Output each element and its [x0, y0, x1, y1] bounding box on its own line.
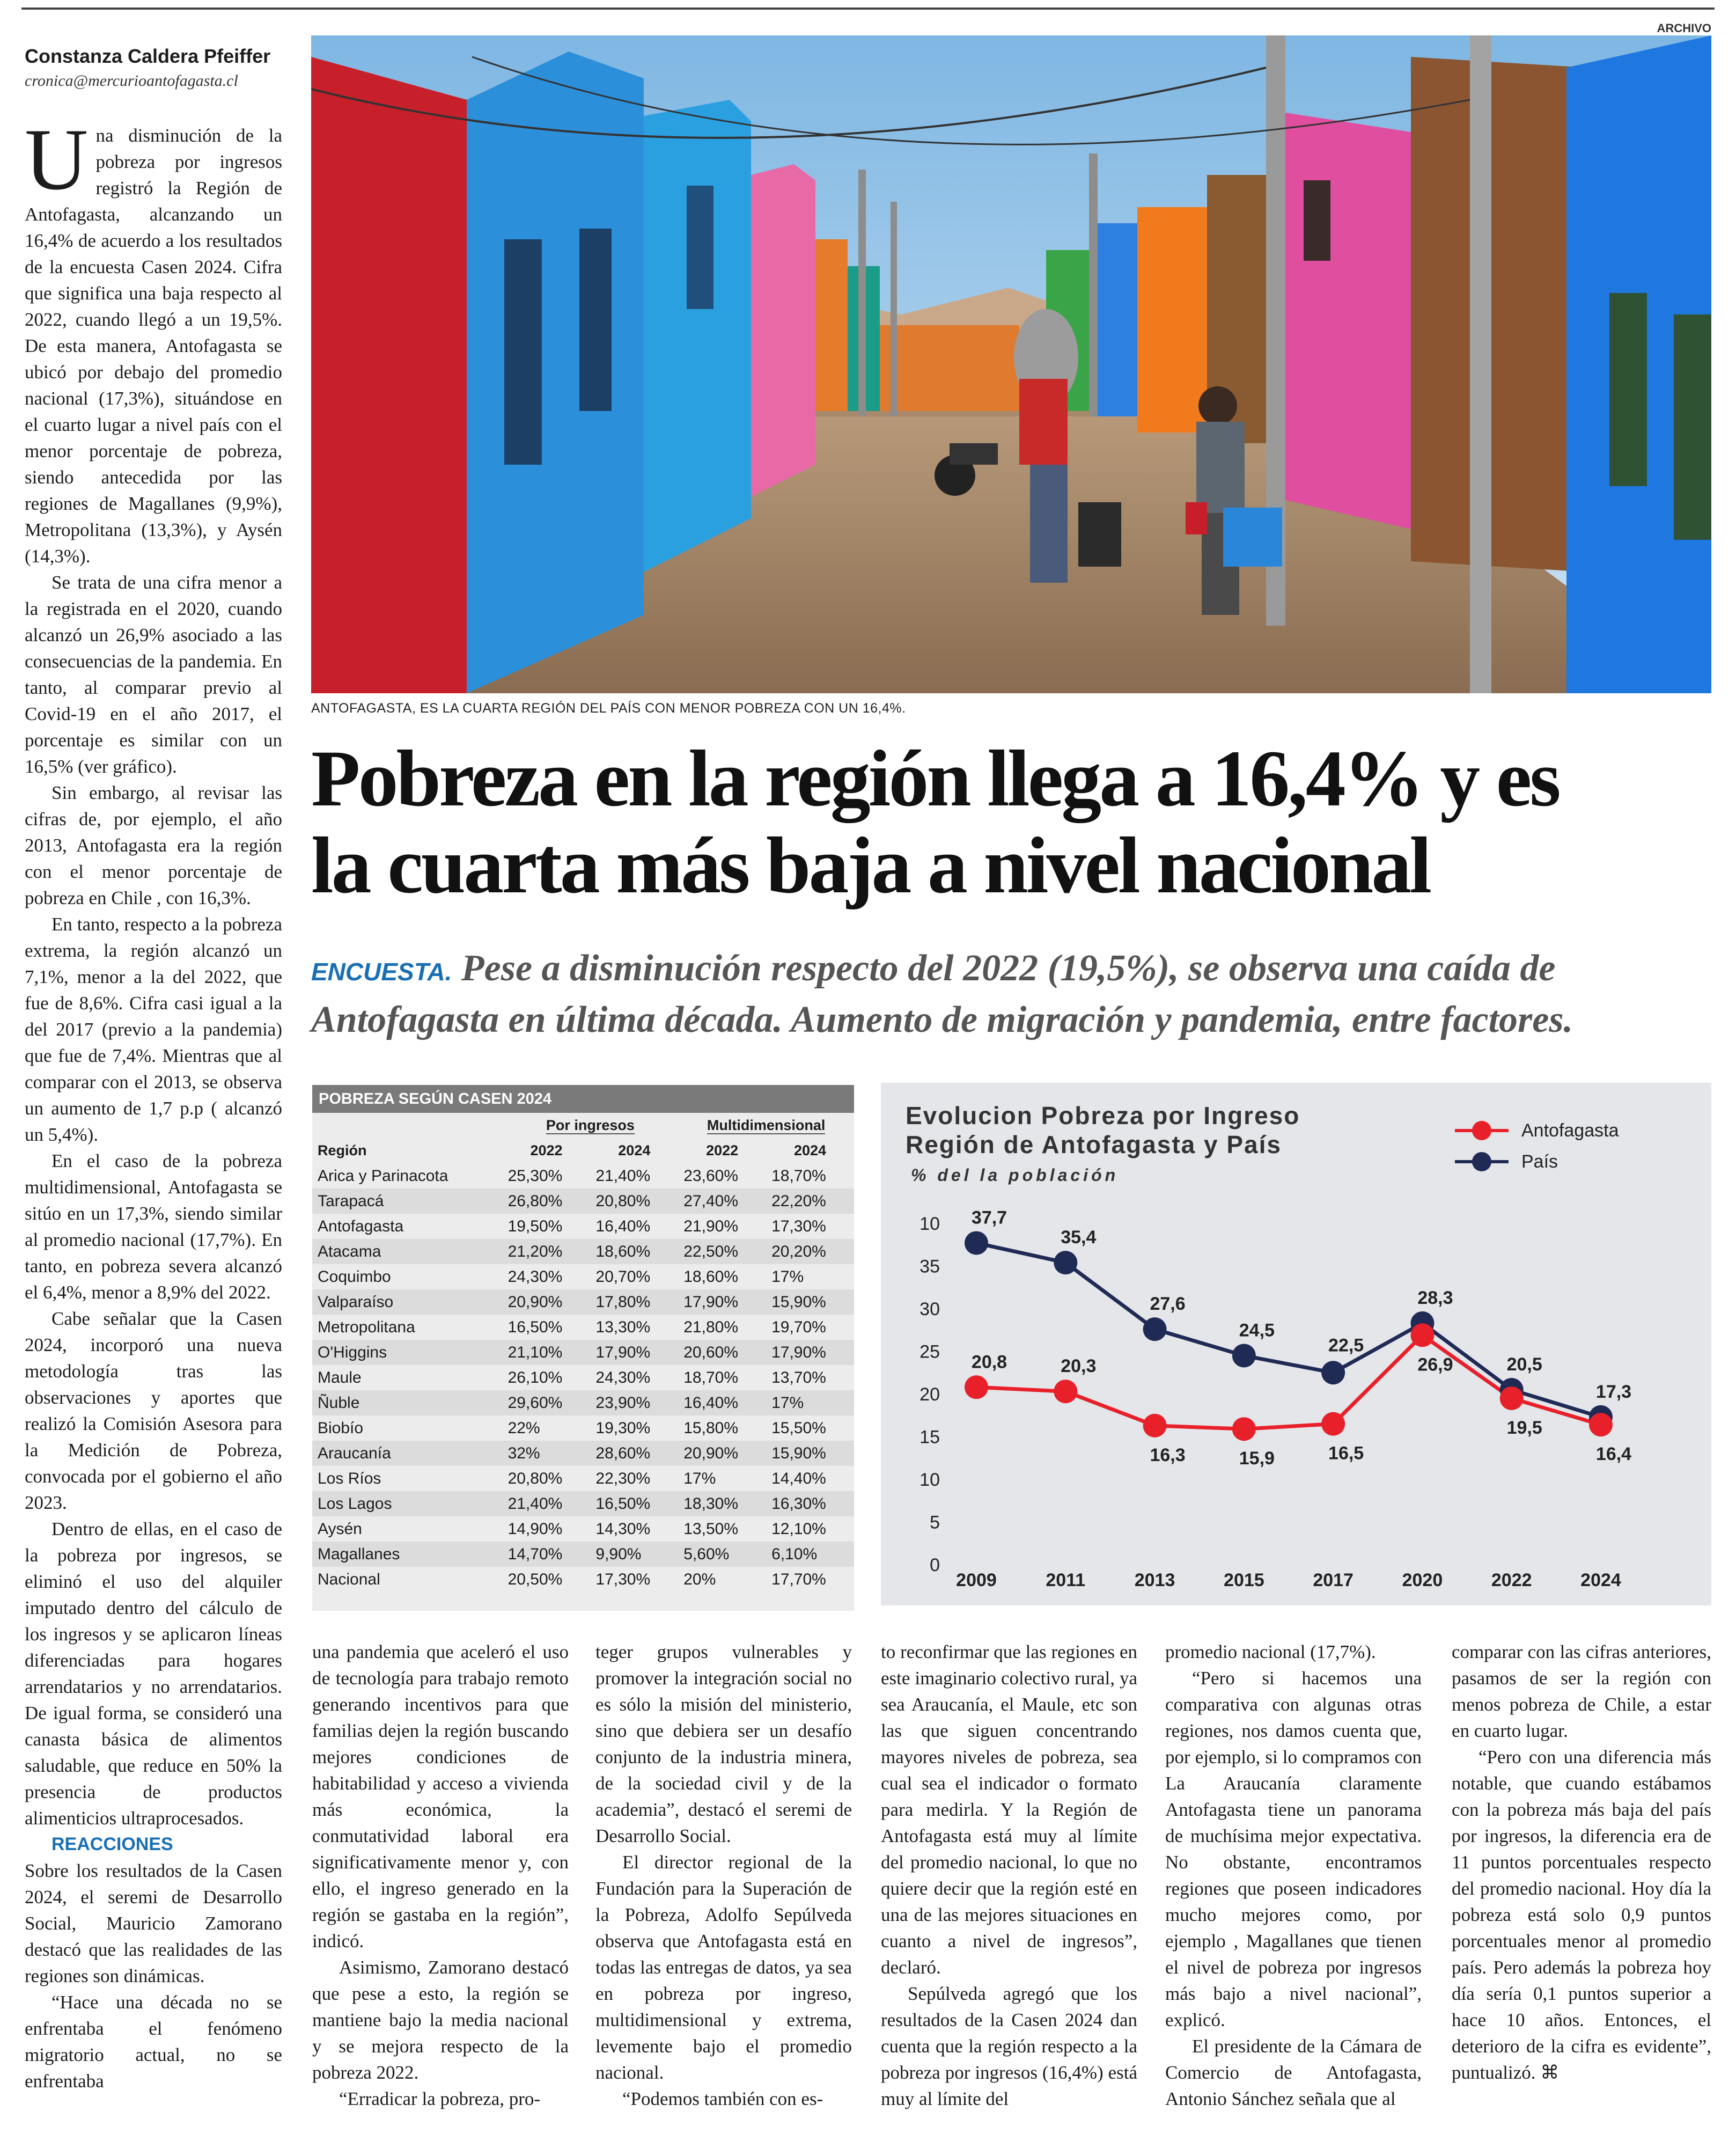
author-email: cronica@mercurioantofagasta.cl	[25, 72, 238, 90]
value-cell: 17,30%	[595, 1570, 651, 1588]
body-paragraph: “Pero si hacemos una comparativa con algunas otras regiones, nos damos cuenta que, por ejemplo, si lo compramos con La Araucanía claramente Antofagasta tiene un panorama de muchísima mejor expectativa. No obstante, encontramos regiones que poseen indicadores mucho mejores como, por ejemplo , Magallanes que tienen el nivel de pobreza por ingresos más bajo a nivel nacional”, explicó.	[1165, 1668, 1422, 2030]
value-cell: 17,90%	[590, 1340, 678, 1365]
chart-title-line-2: Región de Antofagasta y País	[906, 1131, 1282, 1158]
region-cell: Antofagasta	[318, 1217, 404, 1235]
value-cell: 15,50%	[771, 1419, 826, 1437]
value-cell: 21,10%	[503, 1340, 591, 1365]
table-row	[312, 1214, 854, 1239]
body-paragraph: to reconfirmar que las regiones en este imaginario colectivo rural, ya sea Araucanía, el Maule, etc son las que siguen concentrando mayores niveles de pobreza, sea cual sea el indicador o formato para medirla. Y la Región de Antofagasta está muy al límite del promedio nacional, lo que no quiere decir que la región esté en una de las mejores situaciones en cuanto a nivel de ingresos”, declaró.	[881, 1641, 1137, 1978]
chart-subtitle: % del la población	[911, 1165, 1119, 1185]
value-cell: 16,50%	[507, 1318, 563, 1336]
x-tick-label: 2009	[956, 1570, 997, 1590]
region-cell: Nacional	[318, 1570, 380, 1588]
value-cell: 27,40%	[678, 1189, 766, 1214]
x-tick-label: 2013	[1134, 1570, 1175, 1590]
data-label-antofagasta: 20,8	[971, 1352, 1007, 1373]
data-label-antofagasta: 19,5	[1506, 1417, 1542, 1438]
region-cell: Atacama	[312, 1239, 503, 1264]
value-cell: 18,70%	[771, 1167, 826, 1185]
author-name: Constanza Caldera Pfeiffer	[25, 45, 271, 67]
data-label-antofagasta: 26,9	[1417, 1354, 1453, 1375]
legend-label: País	[1521, 1151, 1558, 1172]
table-row	[312, 1542, 854, 1567]
bottom-column-1	[312, 1639, 569, 2127]
table-row	[312, 1466, 854, 1491]
chart-title-line-1: Evolucion Pobreza por Ingreso	[906, 1102, 1300, 1129]
value-cell: 21,90%	[683, 1217, 738, 1235]
left-column	[25, 122, 282, 2124]
data-point-pais	[965, 1231, 988, 1255]
value-cell: 23,90%	[590, 1390, 678, 1415]
data-point-pais	[1232, 1344, 1256, 1367]
value-cell: 17,70%	[771, 1570, 826, 1588]
table-row	[312, 1441, 854, 1466]
value-cell: 17,80%	[590, 1289, 678, 1315]
table-row	[312, 1415, 854, 1441]
value-cell: 16,50%	[590, 1491, 678, 1516]
value-cell: 16,40%	[678, 1390, 766, 1415]
region-cell: Aysén	[318, 1520, 362, 1538]
value-cell: 21,40%	[503, 1491, 591, 1516]
value-cell: 25,30%	[507, 1167, 563, 1185]
value-cell: 6,10%	[766, 1542, 854, 1567]
y-tick-label: 0	[930, 1555, 940, 1575]
data-point-antofagasta	[965, 1375, 988, 1399]
data-point-antofagasta	[1232, 1417, 1256, 1441]
y-tick-label: 5	[930, 1512, 940, 1533]
deck-kicker: ENCUESTA.	[311, 958, 452, 986]
data-point-pais	[1321, 1361, 1345, 1384]
bottom-column-5	[1452, 1639, 1711, 2127]
headline-line-1: Pobreza en la región llega a 16,4% y es	[311, 734, 1559, 823]
value-cell: 18,60%	[683, 1267, 738, 1286]
value-cell: 15,90%	[766, 1441, 854, 1466]
table-row	[312, 1365, 854, 1390]
value-cell: 18,70%	[683, 1368, 738, 1387]
table-row	[312, 1516, 854, 1542]
data-label-pais: 27,6	[1150, 1294, 1186, 1315]
value-cell: 15,90%	[766, 1289, 854, 1315]
value-cell: 21,20%	[503, 1239, 591, 1264]
region-cell: Maule	[318, 1368, 362, 1387]
data-label-pais: 35,4	[1061, 1227, 1097, 1248]
street-scene-image	[311, 35, 1711, 693]
value-cell: 19,50%	[507, 1217, 563, 1235]
value-cell: 13,30%	[595, 1318, 651, 1336]
value-cell: 13,70%	[771, 1368, 826, 1387]
lead-paragraph	[25, 122, 282, 569]
table-row	[312, 1315, 854, 1340]
value-cell: 17,30%	[771, 1217, 826, 1235]
region-cell: Arica y Parinacota	[318, 1167, 448, 1185]
value-cell: 26,10%	[507, 1368, 563, 1387]
value-cell: 17,90%	[766, 1340, 854, 1365]
body-paragraph: El presidente de la Cámara de Comercio de Antofagasta, Antonio Sánchez señala que al	[1165, 2036, 1422, 2109]
poverty-table	[312, 1085, 854, 1611]
body-paragraph: una pandemia que aceleró el uso de tecnología para trabajo remoto generando incentivos para que familias dejen la región buscando mejores condiciones de habitabilidad y acceso a vivienda más económica, la conmutatividad laboral era significativamente menor y, con ello, el ingreso generado en la región se gastaba en la región”, indicó.	[312, 1641, 569, 1952]
photo-credit: ARCHIVO	[1657, 21, 1711, 35]
table-body	[312, 1163, 854, 1592]
value-cell: 17,90%	[678, 1289, 766, 1315]
value-cell: 14,30%	[595, 1520, 651, 1538]
body-paragraph: “Podemos también con es-	[622, 2088, 823, 2109]
section-heading-reacciones: REACCIONES	[52, 1834, 173, 1854]
data-label-pais: 37,7	[971, 1207, 1007, 1228]
table-row	[312, 1340, 854, 1365]
legend-label: Antofagasta	[1521, 1120, 1619, 1141]
y-tick-label: 10	[920, 1214, 940, 1234]
data-point-antofagasta	[1143, 1414, 1167, 1437]
region-cell: Valparaíso	[312, 1289, 503, 1315]
column-header-year: 2024	[618, 1142, 651, 1158]
value-cell: 20,90%	[503, 1289, 591, 1315]
table-row	[312, 1239, 854, 1264]
region-cell: Ñuble	[312, 1390, 503, 1415]
x-tick-label: 2017	[1313, 1570, 1354, 1590]
value-cell: 20,80%	[507, 1469, 563, 1487]
value-cell: 20%	[683, 1570, 716, 1588]
headline-line-2: la cuarta más baja a nivel nacional	[311, 821, 1430, 910]
data-label-antofagasta: 16,5	[1328, 1443, 1364, 1464]
body-paragraph: promedio nacional (17,7%).	[1165, 1641, 1376, 1662]
y-tick-label: 35	[920, 1256, 940, 1277]
top-rule	[21, 8, 1715, 10]
table-row	[312, 1289, 854, 1315]
dropcap: U	[25, 122, 89, 208]
body-paragraph: “Pero con una diferencia más notable, que cuando estábamos con la pobreza más baja del país por ingresos, la diferencia era de 11 puntos porcentuales respecto del promedio nacional. Hoy día la pobreza está solo 0,9 puntos porcentuales menor al promedio país. Pero además la pobreza hoy día sería 0,1 puntos superior a hace 10 años. Entonces, el deterioro de la cifra es evidente”, puntualizó. ⌘	[1452, 1747, 1711, 2083]
data-point-antofagasta	[1054, 1380, 1077, 1403]
value-cell: 22,50%	[678, 1239, 766, 1264]
value-cell: 28,60%	[590, 1441, 678, 1466]
body-paragraph: Sin embargo, al revisar las cifras de, por ejemplo, el año 2013, Antofagasta era la región con el menor porcentaje de pobreza en Chile , con 16,3%.	[25, 782, 282, 908]
value-cell: 23,60%	[683, 1167, 738, 1185]
body-paragraph: En tanto, respecto a la pobreza extrema, la región alcanzó un 7,1%, menor a la del 2022, que fue de 8,6%. Cifra casi igual a la del 2017 (previo a la pandemia) que fue de 7,4%. Mientras que al comparar con el 2013, se observa un aumento de 1,7 p.p ( alcanzó un 5,4%).	[25, 914, 282, 1145]
region-cell: Coquimbo	[318, 1267, 391, 1286]
data-label-pais: 28,3	[1417, 1288, 1453, 1309]
column-header-region: Región	[318, 1142, 367, 1158]
value-cell: 20,50%	[507, 1570, 563, 1588]
x-tick-label: 2024	[1580, 1570, 1621, 1590]
x-tick-label: 2011	[1046, 1570, 1086, 1590]
y-tick-label: 20	[920, 1384, 940, 1405]
street-photo	[311, 35, 1711, 693]
table-row	[312, 1567, 854, 1592]
x-tick-label: 2015	[1224, 1570, 1264, 1590]
value-cell: 19,30%	[595, 1419, 651, 1437]
data-label-antofagasta: 16,4	[1595, 1444, 1632, 1465]
body-paragraph: El director regional de la Fundación para la Superación de la Pobreza, Adolfo Sepúlveda observa que Antofagasta está en todas las entregas de datos, ya sea en pobreza por ingreso, multidimensional y extrema, levemente bajo el promedio nacional.	[595, 1852, 852, 2083]
data-label-antofagasta: 15,9	[1239, 1448, 1275, 1469]
value-cell: 14,40%	[771, 1469, 826, 1487]
data-point-antofagasta	[1410, 1323, 1434, 1347]
table-row	[312, 1189, 854, 1214]
y-tick-label: 10	[920, 1470, 940, 1490]
y-tick-label: 25	[920, 1341, 940, 1362]
table-title: POBREZA SEGÚN CASEN 2024	[312, 1085, 854, 1113]
data-point-pais	[1054, 1251, 1077, 1274]
value-cell: 20,60%	[678, 1340, 766, 1365]
table-row	[312, 1390, 854, 1415]
value-cell: 5,60%	[678, 1542, 766, 1567]
table-row	[312, 1163, 854, 1189]
deck	[311, 944, 1717, 1044]
data-point-antofagasta	[1500, 1387, 1524, 1410]
body-paragraph: Cabe señalar que la Casen 2024, incorporó una nueva metodología tras las observaciones y aportes que realizó la Comisión Asesora para la Medición de Pobreza, convocada por el gobierno el año 2023.	[25, 1308, 282, 1513]
data-label-pais: 20,5	[1506, 1354, 1542, 1375]
body-paragraph: comparar con las cifras anteriores, pasamos de ser la región con menos pobreza de Chile, a estar en cuarto lugar.	[1452, 1641, 1711, 1741]
bottom-column-2	[595, 1639, 852, 2127]
y-tick-label: 30	[920, 1299, 940, 1319]
poverty-chart	[881, 1083, 1711, 1605]
data-label-pais: 22,5	[1328, 1335, 1364, 1356]
value-cell: 22,30%	[595, 1469, 651, 1487]
table-header-row	[312, 1138, 854, 1163]
value-cell: 32%	[503, 1441, 591, 1466]
table-row	[312, 1491, 854, 1516]
data-label-antofagasta: 16,3	[1150, 1444, 1186, 1465]
bottom-column-3	[881, 1639, 1137, 2127]
value-cell: 20,90%	[678, 1441, 766, 1466]
data-point-antofagasta	[1321, 1412, 1345, 1436]
bottom-column-4	[1165, 1639, 1422, 2127]
value-cell: 12,10%	[771, 1520, 826, 1538]
value-cell: 13,50%	[683, 1520, 738, 1538]
region-cell: Biobío	[318, 1419, 364, 1437]
body-paragraph: Sobre los resultados de la Casen 2024, el seremi de Desarrollo Social, Mauricio Zamorano destacó que las realidades de las regiones son dinámicas.	[25, 1860, 282, 1986]
value-cell: 22,20%	[766, 1189, 854, 1214]
body-paragraph: Se trata de una cifra menor a la registrada en el 2020, cuando alcanzó un 26,9% asociado a las consecuencias de la pandemia. En tanto, al comparar previo al Covid-19 en el año 2017, el porcentaje es similar con un 16,5% (ver gráfico).	[25, 572, 282, 777]
value-cell: 18,60%	[590, 1239, 678, 1264]
table-row	[312, 1264, 854, 1289]
region-cell: Magallanes	[312, 1542, 503, 1567]
value-cell: 19,70%	[771, 1318, 826, 1336]
column-header-year: 2022	[530, 1142, 563, 1158]
body-paragraph: Sepúlveda agregó que los resultados de la Casen 2024 dan cuenta que la región respecto a la pobreza por ingresos (16,4%) está muy al límite del	[881, 1983, 1137, 2109]
body-paragraph: Dentro de ellas, en el caso de la pobreza por ingresos, se eliminó el uso del alquiler imputado dentro del cálculo de los ingresos y se aplicaron líneas diferenciadas para hogares arrendatarios y no arrendatarios. De igual forma, se consideró una canasta básica de alimentos saludable, que reduce en 50% la presencia de productos alimenticios ultraprocesados.	[25, 1519, 282, 1829]
value-cell: 24,30%	[595, 1368, 651, 1387]
value-cell: 9,90%	[590, 1542, 678, 1567]
value-cell: 18,30%	[678, 1491, 766, 1516]
region-cell: O'Higgins	[312, 1340, 503, 1365]
region-cell: Metropolitana	[318, 1318, 415, 1336]
value-cell: 17%	[683, 1469, 716, 1487]
chart-plot	[881, 1083, 1711, 1605]
data-point-antofagasta	[1589, 1413, 1613, 1436]
value-cell: 17%	[771, 1267, 804, 1286]
region-cell: Los Ríos	[318, 1469, 381, 1487]
body-paragraph: “Hace una década no se enfrentaba el fenómeno migratorio actual, no se enfrentaba	[25, 1992, 282, 2092]
deck-text: Pese a disminución respecto del 2022 (19,5%), se observa una caída de Antofagasta en última década. Aumento de migración y pandemia, entre factores.	[311, 948, 1573, 1040]
value-cell: 22%	[507, 1419, 540, 1437]
column-header-year: 2024	[794, 1142, 827, 1158]
x-tick-label: 2022	[1491, 1570, 1532, 1590]
body-paragraph: teger grupos vulnerables y promover la integración social no es sólo la misión del ministerio, sino que debiera ser un desafío conjunto de la industria minera, de la sociedad civil y de la academia”, destacó el seremi de Desarrollo Social.	[595, 1641, 852, 1846]
lead-text: na disminución de la pobreza por ingresos registró la Región de Antofagasta, alcanzando un 16,4% de acuerdo a los resultados de la encuesta Casen 2024. Cifra que significa una baja respecto al 2022, cuando llegó a un 19,5%. De esta manera, Antofagasta se ubicó por debajo del promedio nacional (17,3%), situándose en el cuarto lugar a nivel país con el menor porcentaje de pobreza, siendo antecedida por las regiones de Magallanes (9,9%), Metropolitana (13,3%), y Aysén (14,3%).	[25, 125, 282, 567]
headline	[311, 735, 1727, 909]
value-cell: 14,70%	[503, 1542, 591, 1567]
value-cell: 15,80%	[683, 1419, 738, 1437]
region-cell: Araucanía	[312, 1441, 503, 1466]
value-cell: 17%	[766, 1390, 854, 1415]
body-paragraph: En el caso de la pobreza multidimensional, Antofagasta se sitúo en un 17,3%, siendo similar al promedio nacional (17,7%). En tanto, en pobreza severa alcanzó el 6,4%, menor a 8,9% del 2022.	[25, 1150, 282, 1303]
value-cell: 20,20%	[766, 1239, 854, 1264]
data-label-antofagasta: 20,3	[1061, 1356, 1097, 1377]
value-cell: 20,70%	[595, 1267, 651, 1286]
data-point-pais	[1143, 1317, 1167, 1341]
region-cell: Los Lagos	[312, 1491, 503, 1516]
data-label-pais: 17,3	[1595, 1381, 1632, 1402]
data-label-pais: 24,5	[1239, 1320, 1275, 1341]
table-group-row	[312, 1113, 854, 1138]
value-cell: 21,80%	[683, 1318, 738, 1336]
body-paragraph: “Erradicar la pobreza, pro-	[339, 2088, 541, 2109]
photo-caption: ANTOFAGASTA, ES LA CUARTA REGIÓN DEL PAÍS CON MENOR POBREZA CON UN 16,4%.	[311, 701, 906, 716]
value-cell: 29,60%	[503, 1390, 591, 1415]
value-cell: 21,40%	[595, 1167, 651, 1185]
column-header-year: 2022	[706, 1142, 739, 1158]
group-header-multidimensional: Multidimensional	[707, 1117, 826, 1133]
y-tick-label: 15	[920, 1427, 940, 1448]
region-cell: Tarapacá	[312, 1189, 503, 1214]
value-cell: 16,40%	[595, 1217, 651, 1235]
value-cell: 14,90%	[507, 1520, 563, 1538]
body-paragraph: Asimismo, Zamorano destacó que pese a esto, la región se mantiene bajo la media nacional y se mejora respecto de la pobreza 2022.	[312, 1957, 569, 2083]
table	[312, 1113, 854, 1592]
value-cell: 20,80%	[590, 1189, 678, 1214]
value-cell: 24,30%	[507, 1267, 563, 1286]
x-tick-label: 2020	[1402, 1570, 1443, 1590]
value-cell: 16,30%	[766, 1491, 854, 1516]
group-header-ingresos: Por ingresos	[546, 1117, 635, 1133]
value-cell: 26,80%	[503, 1189, 591, 1214]
